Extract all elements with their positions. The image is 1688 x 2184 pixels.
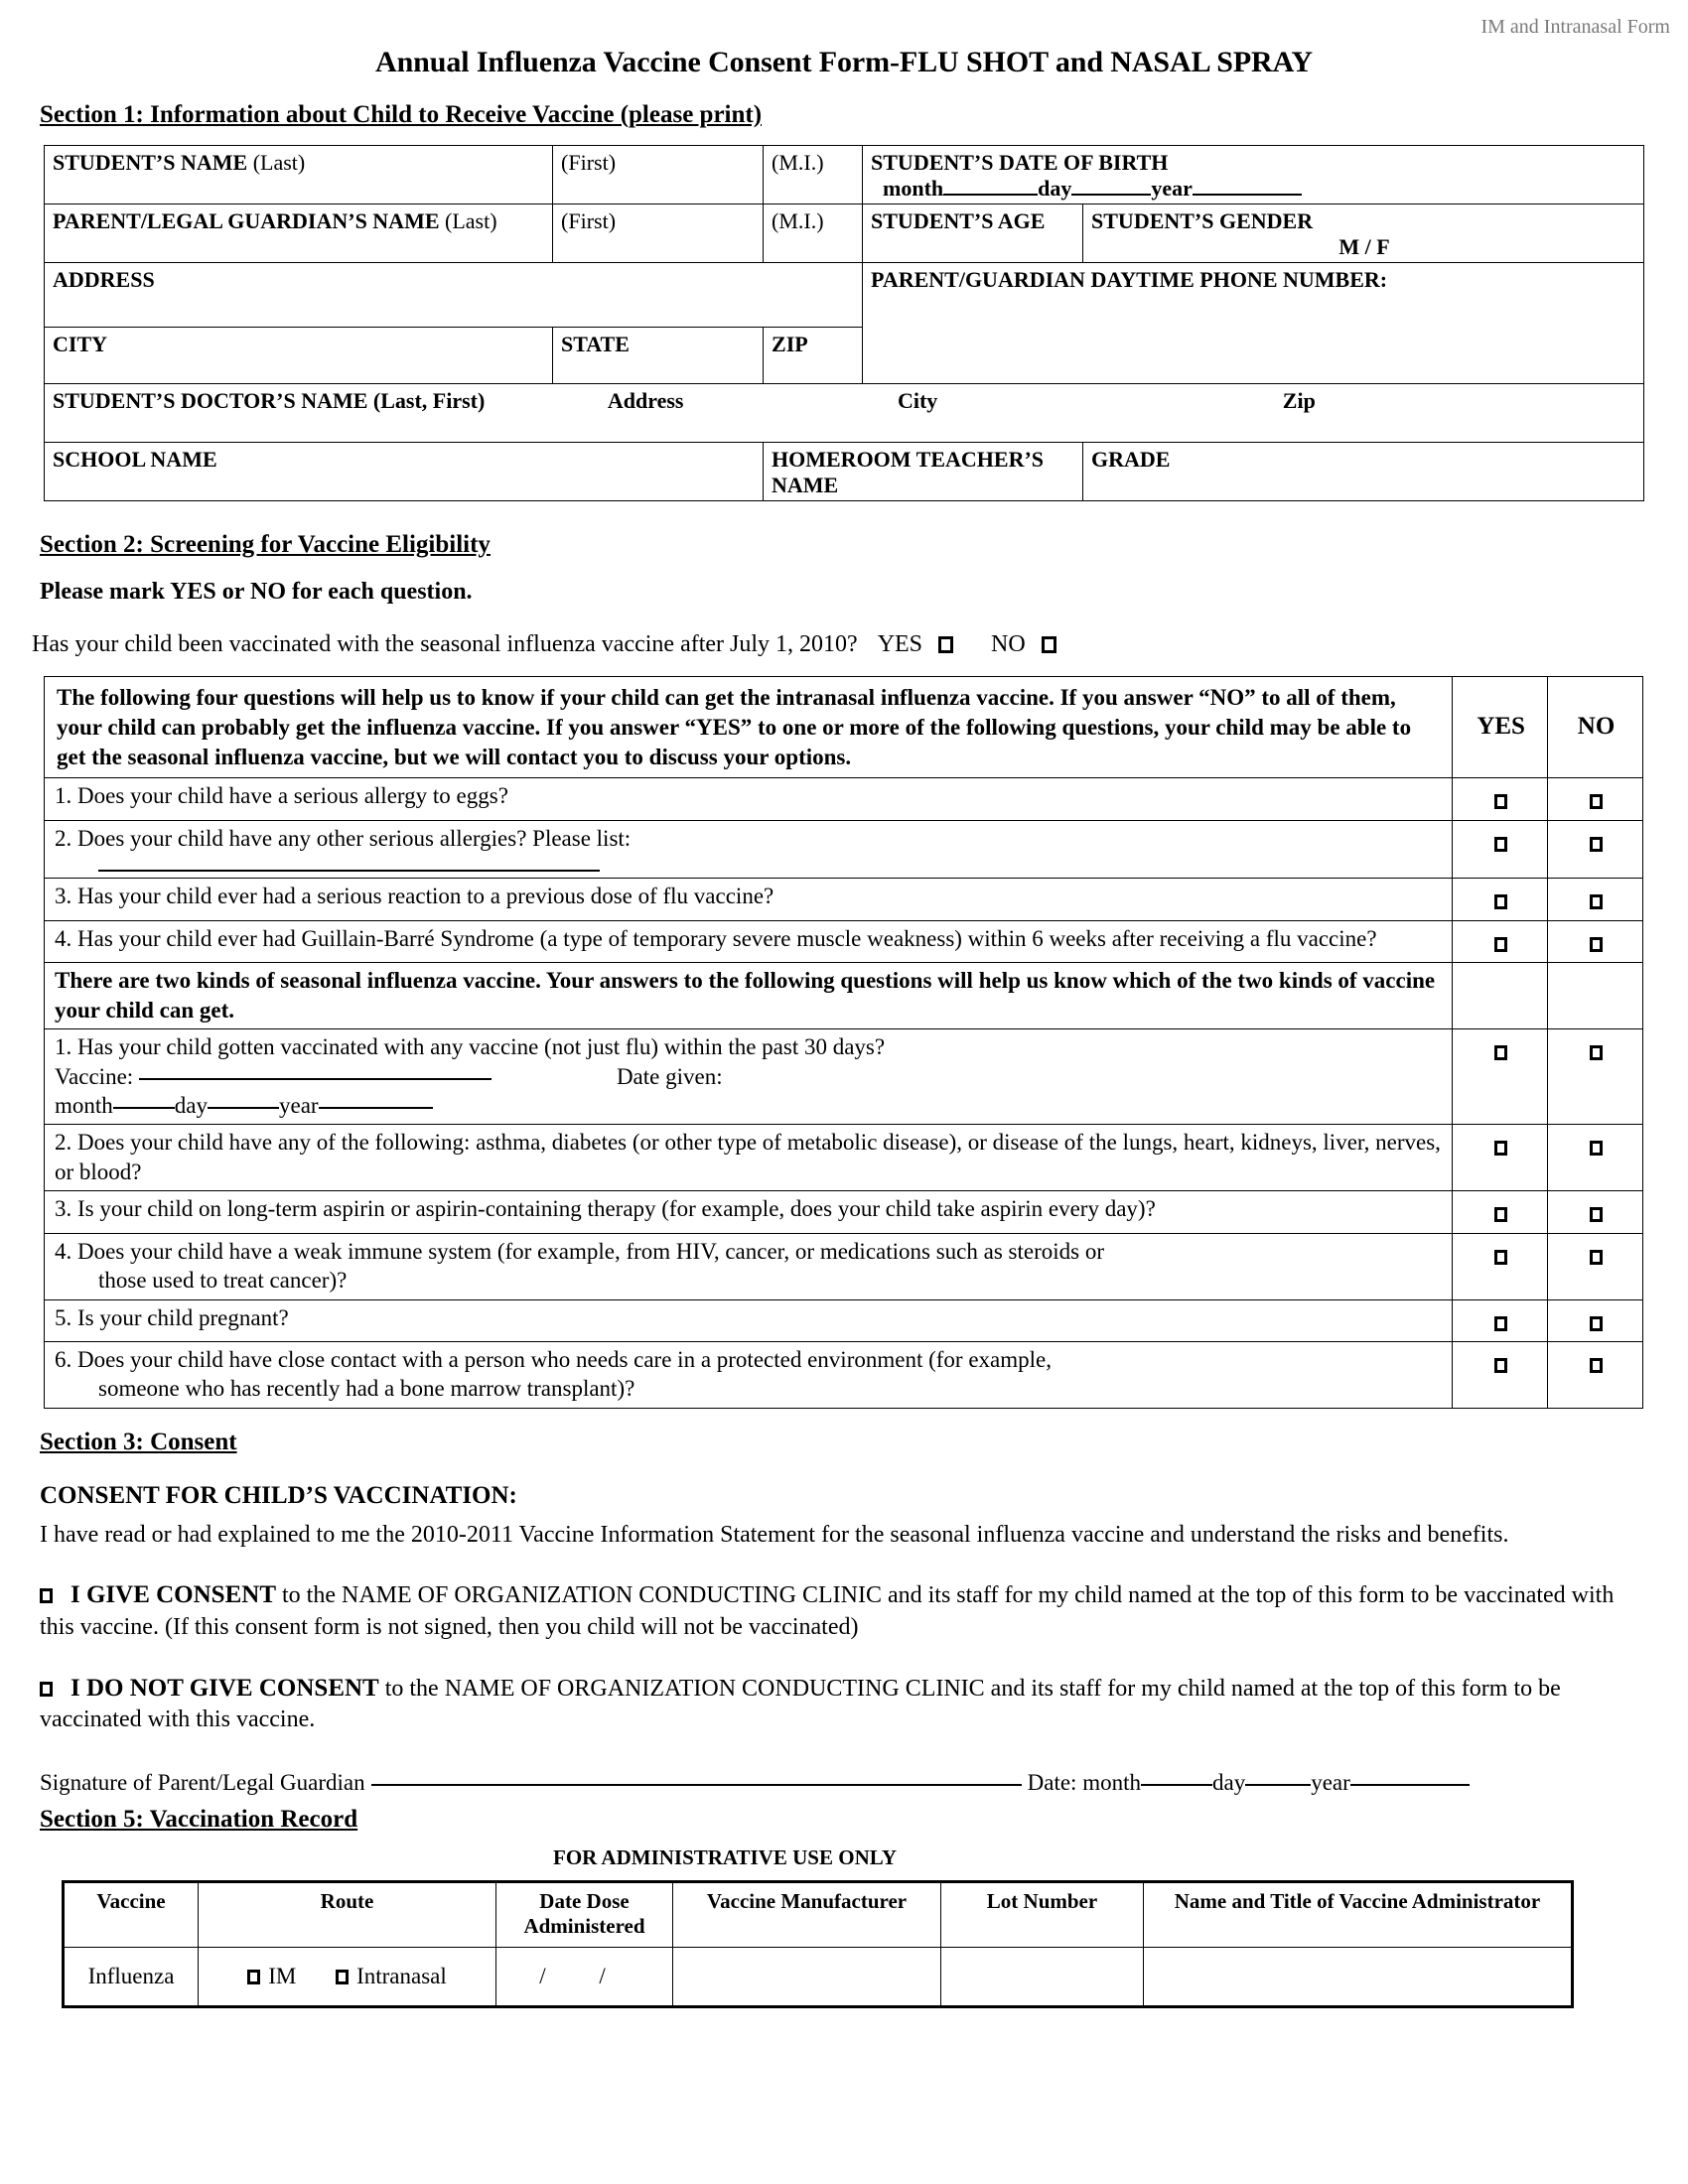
col-header-vaccine: Vaccine (64, 1881, 199, 1947)
table-row (64, 1947, 1573, 2006)
screening-questions-table (44, 676, 1643, 1409)
label-gender-options: M / F (1338, 233, 1390, 259)
question-1-yes[interactable] (1453, 778, 1548, 820)
cell-doctor[interactable] (45, 383, 1644, 442)
section2-instruction: Please mark YES or NO for each question. (40, 578, 473, 605)
table-row (45, 1233, 1643, 1299)
question-b4-line2: those used to treat cancer)? (98, 1268, 348, 1294)
no-consent-row (40, 1673, 1648, 1736)
table-row (45, 1029, 1643, 1125)
checkbox-no[interactable] (1590, 837, 1603, 852)
cell-student-name[interactable] (45, 146, 553, 205)
col-header-administrator: Name and Title of Vaccine Administrator (1144, 1881, 1573, 1947)
checkbox-no[interactable] (1590, 1250, 1603, 1265)
give-consent-label: I GIVE CONSENT (70, 1581, 276, 1609)
give-consent-checkbox[interactable] (40, 1588, 53, 1603)
table-row-divider (45, 963, 1643, 1029)
table-row (45, 204, 1644, 262)
b1-month-blank[interactable] (113, 1106, 175, 1109)
label-doctor-city: City (897, 387, 938, 413)
label-b1-month: month (55, 1092, 113, 1118)
label-parent-phone: PARENT/GUARDIAN DAYTIME PHONE NUMBER: (871, 266, 1388, 292)
col-header-manufacturer: Vaccine Manufacturer (673, 1881, 941, 1947)
consent-title: CONSENT FOR CHILD’S VACCINATION: (40, 1481, 517, 1509)
label-state: STATE (561, 331, 630, 356)
give-consent-text: to the NAME OF ORGANIZATION CONDUCTING CLINIC and its staff for my child named at the top of this form to be vaccinated with this vaccine. (If this consent form is not signed, then you child will not be vaccinated) (40, 1582, 1615, 1640)
label-first-2: (First) (561, 207, 617, 233)
label-zip: ZIP (772, 331, 808, 356)
no-consent-label: I DO NOT GIVE CONSENT (70, 1674, 379, 1702)
question-3-no[interactable] (1548, 879, 1643, 920)
date-year-label: year (1311, 1769, 1350, 1795)
checkbox-yes[interactable] (1494, 894, 1507, 909)
prequestion-text: Has your child been vaccinated with the seasonal influenza vaccine after July 1, 2010? (32, 630, 858, 657)
cell-homeroom-teacher[interactable] (764, 442, 1083, 500)
b1-day-blank[interactable] (208, 1106, 279, 1109)
label-city: CITY (53, 331, 108, 356)
question-b4-cell (45, 1233, 1453, 1299)
table-row (45, 1299, 1643, 1341)
question-b1-no[interactable] (1548, 1029, 1643, 1125)
question-b3-text: 3. Is your child on long-term aspirin or aspirin-containing therapy (for example, does your child take aspirin every day)? (45, 1191, 1453, 1233)
prequestion-row (32, 631, 1688, 658)
prequestion-no-label: NO (991, 630, 1026, 657)
cell-student-mi[interactable] (764, 146, 863, 205)
label-doctor-name: STUDENT’S DOCTOR’S NAME (Last, First) (53, 387, 486, 413)
date-month-blank[interactable] (1141, 1783, 1212, 1786)
question-4-no[interactable] (1548, 920, 1643, 962)
cell-student-first[interactable] (553, 146, 764, 205)
label-b1-year: year (279, 1092, 319, 1118)
checkbox-no[interactable] (1590, 1045, 1603, 1060)
table-row (45, 879, 1643, 920)
label-mi: (M.I.) (772, 150, 824, 175)
divider-yes-empty (1453, 963, 1548, 1029)
col-header-date-line2: Administered (523, 1913, 645, 1938)
corner-note: IM and Intranasal Form (1480, 16, 1670, 38)
cell-administrator[interactable] (1144, 1947, 1573, 2006)
question-b1-text: 1. Has your child gotten vaccinated with any vaccine (not just flu) within the past 30 days? (55, 1034, 886, 1060)
dob-year-blank[interactable] (1193, 194, 1302, 196)
checkbox-yes[interactable] (1494, 1316, 1507, 1331)
question-b5-no[interactable] (1548, 1299, 1643, 1341)
vaccine-name-blank[interactable] (139, 1077, 492, 1080)
checkbox-yes[interactable] (1494, 837, 1507, 852)
screening-intro-text: The following four questions will help us to know if your child can get the intranasal influenza vaccine. If you answer “NO” to all of them, your child can probably get the influenza vaccine. If you answer “YES” to one or more of the following questions, your child may be able to get the seasonal influenza vaccine, but we will contact you to discuss your options. (45, 676, 1453, 778)
checkbox-no[interactable] (1590, 1358, 1603, 1373)
checkbox-no[interactable] (1590, 1141, 1603, 1156)
table-row (45, 1191, 1643, 1233)
question-2-no[interactable] (1548, 820, 1643, 878)
question-b2-text: 2. Does your child have any of the following: asthma, diabetes (or other type of metabolic disease), or disease of the lungs, heart, kidneys, liver, nerves, or blood? (45, 1125, 1453, 1191)
cell-manufacturer[interactable] (673, 1947, 941, 2006)
question-4-yes[interactable] (1453, 920, 1548, 962)
table-row (45, 383, 1644, 442)
page-title: Annual Influenza Vaccine Consent Form-FLU SHOT and NASAL SPRAY (375, 46, 1313, 78)
date-day-label: day (1211, 1769, 1246, 1795)
cell-school-name[interactable] (45, 442, 764, 500)
cell-state[interactable] (553, 327, 764, 383)
signature-row (40, 1770, 1688, 1796)
cell-city[interactable] (45, 327, 553, 383)
table-row (45, 1342, 1643, 1409)
give-consent-row (40, 1579, 1648, 1643)
cell-route[interactable] (199, 1947, 496, 2006)
label-student-name: STUDENT’S NAME (53, 150, 248, 175)
checkbox-no[interactable] (1590, 1316, 1603, 1331)
date-label: Date: month (1027, 1769, 1141, 1795)
label-doctor-zip: Zip (1282, 387, 1316, 413)
checkbox-yes[interactable] (1494, 794, 1507, 809)
prequestion-yes-checkbox[interactable] (938, 636, 953, 653)
question-b2-yes[interactable] (1453, 1125, 1548, 1191)
question-b6-line1: 6. Does your child have close contact with a person who needs care in a protected environment (for example, (55, 1347, 1052, 1373)
table-row (45, 146, 1644, 205)
question-b4-yes[interactable] (1453, 1233, 1548, 1299)
checkbox-yes[interactable] (1494, 937, 1507, 952)
signature-label: Signature of Parent/Legal Guardian (40, 1769, 365, 1795)
question-b6-cell (45, 1342, 1453, 1409)
checkbox-no[interactable] (1590, 1207, 1603, 1222)
question-2-cell (45, 820, 1453, 878)
label-date-given: Date given: (616, 1063, 723, 1089)
label-student-gender: STUDENT’S GENDER (1091, 207, 1314, 233)
cell-student-dob[interactable] (863, 146, 1644, 205)
section1-heading: Section 1: Information about Child to Receive Vaccine (please print) (40, 101, 763, 128)
checkbox-no[interactable] (1590, 894, 1603, 909)
date-day-blank[interactable] (1245, 1783, 1311, 1786)
admin-use-note: FOR ADMINISTRATIVE USE ONLY (553, 1844, 897, 1869)
consent-body: I have read or had explained to me the 2010-2011 Vaccine Information Statement for the seasonal influenza vaccine and understand the risks and benefits. (40, 1521, 1509, 1548)
cell-parent-phone[interactable] (863, 262, 1644, 383)
label-mi-2: (M.I.) (772, 207, 824, 233)
label-first: (First) (561, 150, 617, 175)
student-information-table (44, 145, 1644, 501)
cell-zip[interactable] (764, 327, 863, 383)
label-b1-day: day (174, 1092, 208, 1118)
label-year: year (1151, 175, 1193, 201)
cell-student-gender[interactable] (1083, 204, 1644, 262)
question-b1-cell (45, 1029, 1453, 1125)
table-row (45, 1125, 1643, 1191)
label-parent-name: PARENT/LEGAL GUARDIAN’S NAME (53, 207, 440, 233)
label-month: month (883, 175, 944, 201)
question-4-text: 4. Has your child ever had Guillain-Barré Syndrome (a type of temporary severe muscle weakness) within 6 weeks after receiving a flu vaccine? (45, 920, 1453, 962)
label-homeroom-teacher: HOMEROOM TEACHER’S NAME (772, 446, 1045, 497)
question-b6-line2: someone who has recently had a bone marrow transplant)? (98, 1376, 635, 1402)
dob-month-blank[interactable] (943, 194, 1038, 196)
label-dob: STUDENT’S DATE OF BIRTH (871, 150, 1169, 175)
table-row (45, 820, 1643, 878)
label-vaccine: Vaccine: (55, 1063, 134, 1089)
question-3-text: 3. Has your child ever had a serious reaction to a previous dose of flu vaccine? (45, 879, 1453, 920)
question-1-no[interactable] (1548, 778, 1643, 820)
table-row (45, 920, 1643, 962)
table-row (45, 262, 1644, 327)
cell-address[interactable] (45, 262, 863, 327)
question-b3-yes[interactable] (1453, 1191, 1548, 1233)
prequestion-no-checkbox[interactable] (1042, 636, 1056, 653)
column-header-no: NO (1548, 676, 1643, 778)
cell-parent-name[interactable] (45, 204, 553, 262)
b1-year-blank[interactable] (319, 1106, 433, 1109)
question-2-text: 2. Does your child have any other serious allergies? Please list: (55, 825, 632, 851)
checkbox-yes[interactable] (1494, 1045, 1507, 1060)
cell-lot-number[interactable] (941, 1947, 1144, 2006)
col-header-route: Route (199, 1881, 496, 1947)
label-day: day (1038, 175, 1072, 201)
question-b2-no[interactable] (1548, 1125, 1643, 1191)
label-school-name: SCHOOL NAME (53, 446, 217, 472)
col-header-date-dose (496, 1881, 673, 1947)
no-consent-text: to the NAME OF ORGANIZATION CONDUCTING CLINIC and its staff for my child named at the top of this form to be vaccinated with this vaccine. (40, 1675, 1561, 1733)
divider-no-empty (1548, 963, 1643, 1029)
question-b5-yes[interactable] (1453, 1299, 1548, 1341)
route-im-label: IM (268, 1963, 297, 1988)
question-3-yes[interactable] (1453, 879, 1548, 920)
question-2-yes[interactable] (1453, 820, 1548, 878)
col-header-date-line1: Date Dose (539, 1888, 630, 1913)
question-b5-text: 5. Is your child pregnant? (45, 1299, 1453, 1341)
cell-parent-mi[interactable] (764, 204, 863, 262)
cell-date-administered[interactable]: / / (496, 1947, 673, 2006)
checkbox-no[interactable] (1590, 794, 1603, 809)
table-header-row (64, 1881, 1573, 1947)
vaccination-record-table (62, 1880, 1574, 2008)
no-consent-checkbox[interactable] (40, 1682, 53, 1697)
checkbox-yes[interactable] (1494, 1250, 1507, 1265)
checkbox-yes[interactable] (1494, 1141, 1507, 1156)
col-header-lot-number: Lot Number (941, 1881, 1144, 1947)
question-b4-line1: 4. Does your child have a weak immune system (for example, from HIV, cancer, or medications such as steroids or (55, 1238, 1104, 1264)
table-row (45, 778, 1643, 820)
cell-grade[interactable] (1083, 442, 1644, 500)
label-last: (Last) (252, 150, 306, 175)
date-year-blank[interactable] (1350, 1783, 1470, 1786)
cell-parent-first[interactable] (553, 204, 764, 262)
label-student-age: STUDENT’S AGE (871, 207, 1046, 233)
prequestion-yes-label: YES (877, 630, 923, 657)
section3-heading: Section 3: Consent (40, 1428, 237, 1455)
route-intranasal-label: Intranasal (356, 1963, 447, 1988)
section5-heading: Section 5: Vaccination Record (40, 1805, 358, 1833)
section2-heading: Section 2: Screening for Vaccine Eligibility (40, 530, 491, 558)
label-grade: GRADE (1091, 446, 1171, 472)
question-b6-yes[interactable] (1453, 1342, 1548, 1409)
allergy-list-blank[interactable] (98, 869, 600, 872)
cell-student-age[interactable] (863, 204, 1083, 262)
checkbox-yes[interactable] (1494, 1358, 1507, 1373)
question-b3-no[interactable] (1548, 1191, 1643, 1233)
question-b6-no[interactable] (1548, 1342, 1643, 1409)
label-last-2: (Last) (445, 207, 497, 233)
table-row (45, 442, 1644, 500)
table-row-intro (45, 676, 1643, 778)
screening-divider-text: There are two kinds of seasonal influenza vaccine. Your answers to the following questions will help us know which of the two kinds of vaccine your child can get. (45, 963, 1453, 1029)
label-address: ADDRESS (53, 266, 155, 292)
question-1-text: 1. Does your child have a serious allergy to eggs? (45, 778, 1453, 820)
dob-day-blank[interactable] (1071, 194, 1151, 196)
cell-vaccine-influenza: Influenza (64, 1947, 199, 2006)
checkbox-yes[interactable] (1494, 1207, 1507, 1222)
question-b1-yes[interactable] (1453, 1029, 1548, 1125)
label-doctor-address: Address (607, 387, 684, 413)
column-header-yes: YES (1453, 676, 1548, 778)
question-b4-no[interactable] (1548, 1233, 1643, 1299)
route-intranasal-checkbox[interactable] (336, 1970, 349, 1984)
checkbox-no[interactable] (1590, 937, 1603, 952)
signature-blank[interactable] (371, 1783, 1022, 1786)
route-im-checkbox[interactable] (247, 1970, 260, 1984)
